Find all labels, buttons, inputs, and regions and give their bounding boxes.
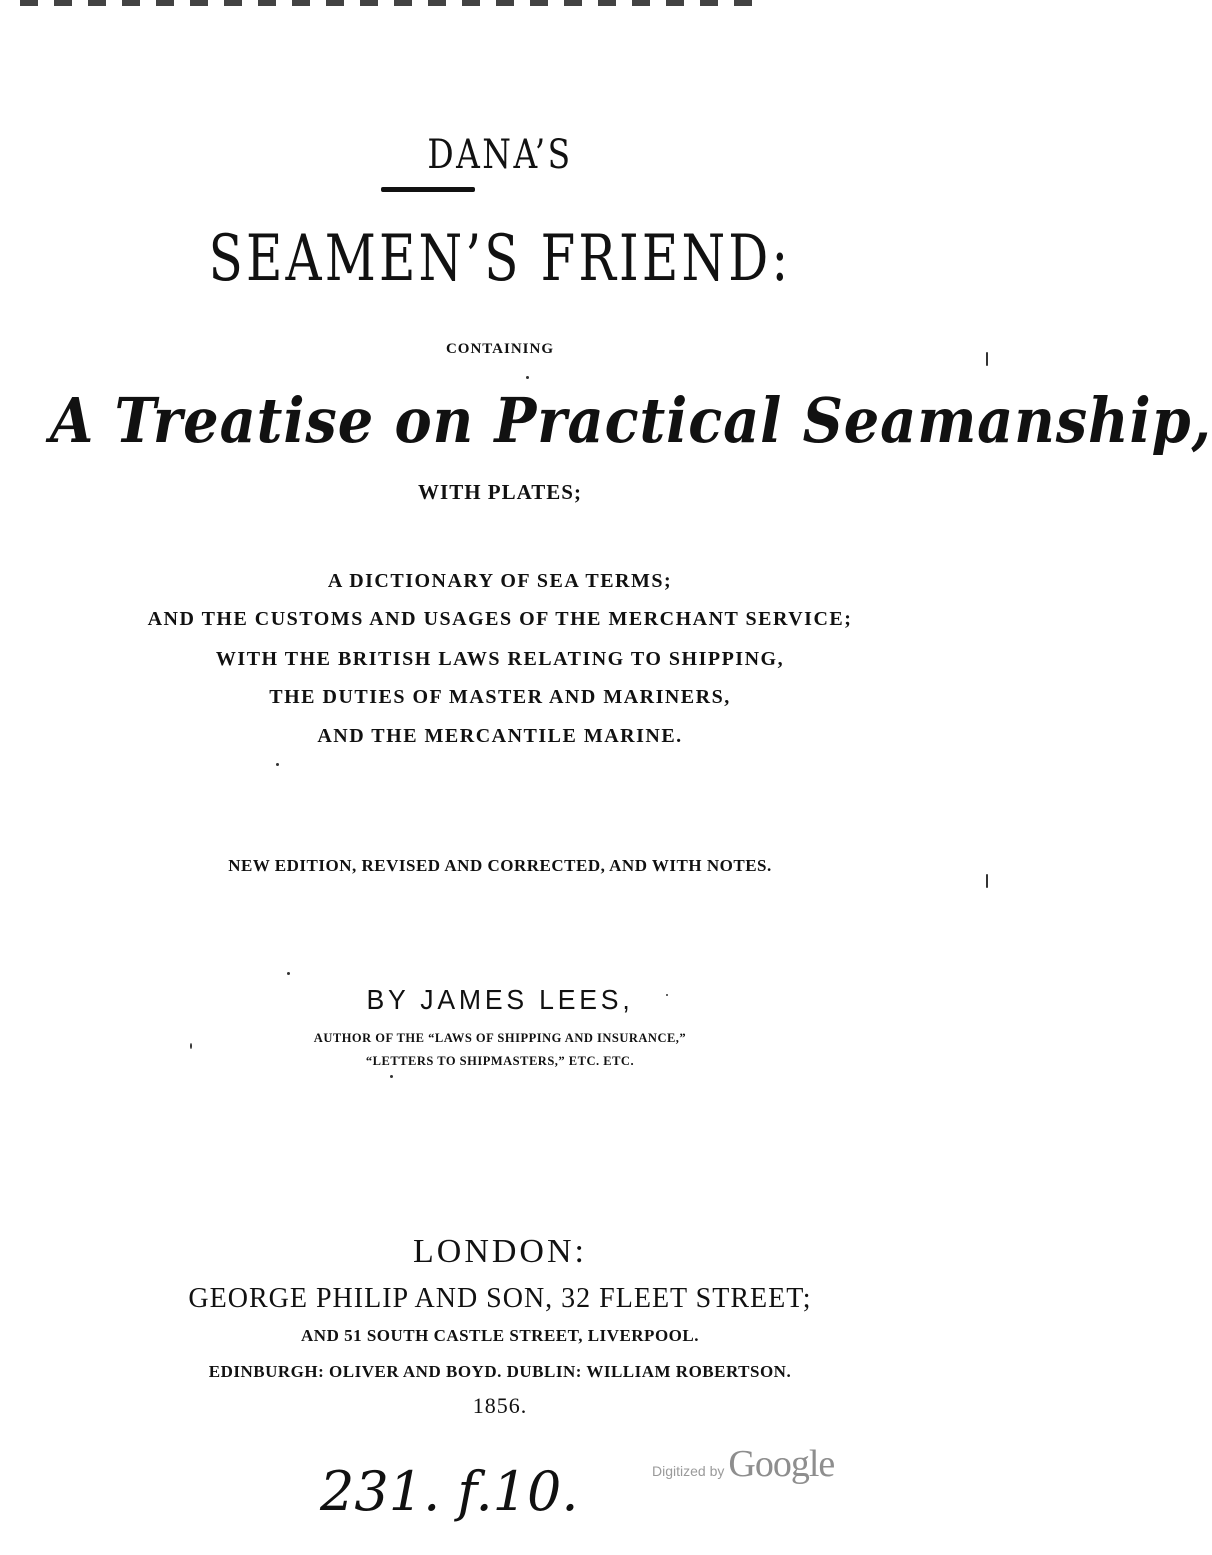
ink-speck — [190, 1043, 192, 1049]
ink-speck — [526, 376, 529, 379]
contents-line: A DICTIONARY OF SEA TERMS; — [327, 570, 673, 592]
title-rule — [381, 187, 475, 192]
with-plates-line: WITH PLATES; — [418, 480, 582, 504]
digitized-watermark — [652, 1442, 862, 1485]
imprint-branch: AND 51 SOUTH CASTLE STREET, LIVERPOOL. — [301, 1326, 699, 1345]
edition-note: NEW EDITION, REVISED AND CORRECTED, AND WITH NOTES. — [228, 856, 772, 875]
ink-speck — [666, 994, 668, 996]
imprint-city: LONDON: — [413, 1233, 587, 1270]
bleed-through-text — [20, 0, 760, 6]
handwritten-shelfmark: 231. f.10. — [320, 1460, 579, 1523]
ink-speck — [986, 874, 988, 888]
contents-line: THE DUTIES OF MASTER AND MARINERS, — [269, 686, 731, 708]
containing-label: CONTAINING — [445, 341, 555, 357]
ink-speck — [390, 1075, 393, 1078]
treatise-subtitle: A Treatise on Practical Seamanship, — [50, 384, 1212, 457]
main-title: SEAMEN’S FRIEND: — [208, 222, 792, 296]
contents-line: AND THE CUSTOMS AND USAGES OF THE MERCHANT SERVICE; — [147, 608, 853, 630]
dana-heading: DANA’S — [427, 132, 573, 178]
imprint-publisher: GEORGE PHILIP AND SON, 32 FLEET STREET; — [188, 1283, 812, 1314]
ink-speck — [287, 972, 290, 975]
digitized-prefix: Digitized by — [652, 1463, 725, 1479]
ink-speck — [986, 352, 988, 366]
author-credit: “LETTERS TO SHIPMASTERS,” ETC. ETC. — [365, 1054, 635, 1068]
author-line: BY JAMES LEES, — [366, 984, 634, 1015]
imprint-year: 1856. — [472, 1393, 528, 1418]
contents-line: AND THE MERCANTILE MARINE. — [317, 725, 683, 747]
contents-line: WITH THE BRITISH LAWS RELATING TO SHIPPING, — [215, 648, 785, 670]
google-logo: Google — [728, 1443, 835, 1485]
author-credit: AUTHOR OF THE “LAWS OF SHIPPING AND INSURANCE,” — [313, 1031, 687, 1045]
ink-speck — [276, 763, 279, 766]
imprint-agents: EDINBURGH: OLIVER AND BOYD. DUBLIN: WILLIAM ROBERTSON. — [208, 1362, 792, 1381]
